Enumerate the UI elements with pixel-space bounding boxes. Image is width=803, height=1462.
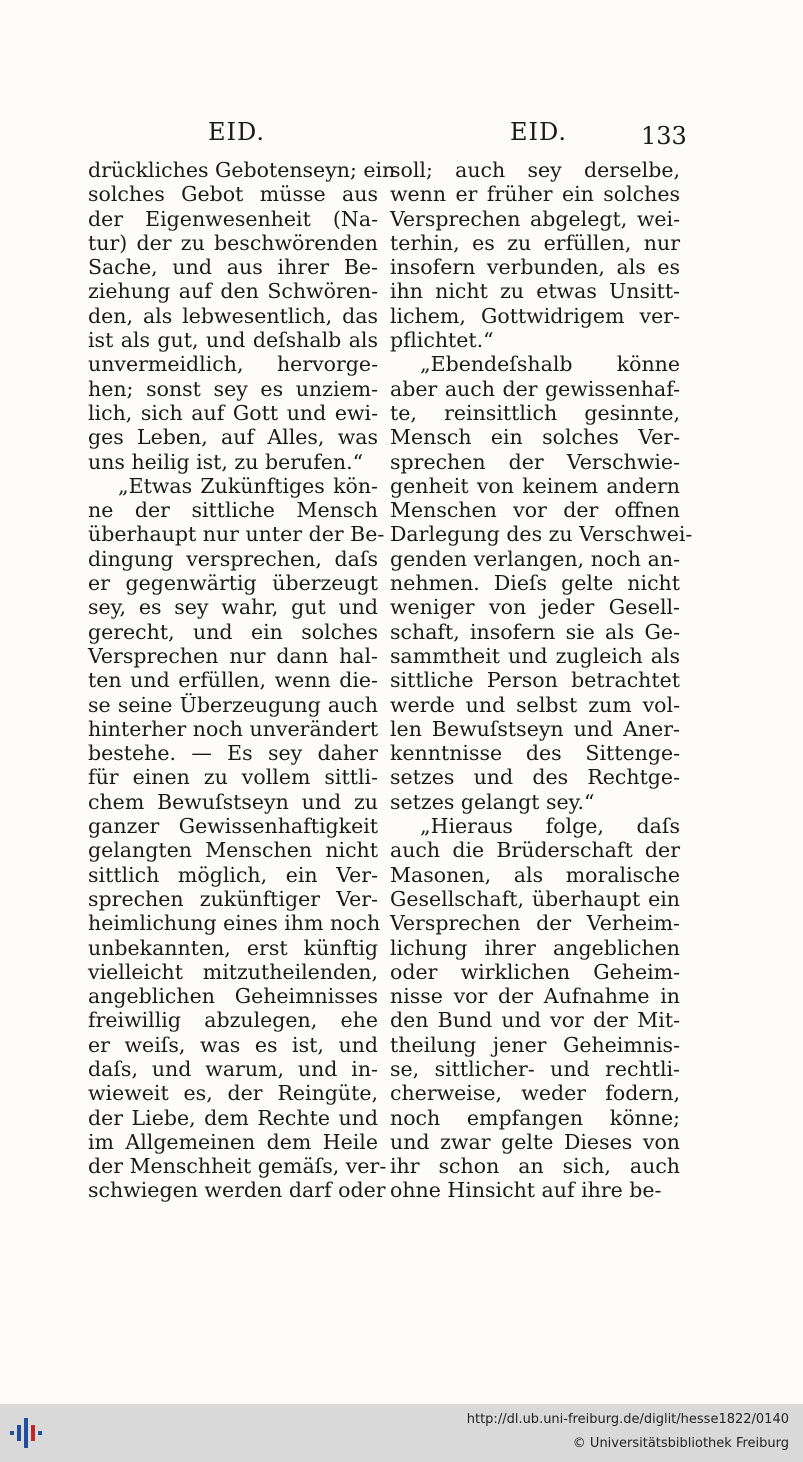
text-line: der Liebe, dem Rechte und	[88, 1105, 378, 1130]
text-line: aber auch der gewissenhaf-	[390, 376, 680, 401]
text-line: weniger von jeder Gesell-	[390, 595, 680, 620]
text-line: Darlegung des zu Verschwei-	[390, 522, 693, 547]
text-line: der Eigenwesenheit (Na-	[88, 206, 378, 231]
text-line: setzes gelangt sey.“	[390, 789, 595, 814]
text-line: gerecht, und ein solches	[88, 619, 378, 644]
text-line: er gegenwärtig überzeugt	[88, 571, 378, 596]
text-line: den Bund und vor der Mit-	[390, 1008, 680, 1033]
text-line: lichem, Gottwidrigem ver-	[390, 303, 680, 328]
page-number: 133	[641, 122, 687, 150]
left-text-column	[88, 158, 396, 1203]
text-line: auch die Brüderschaft der	[390, 838, 680, 863]
text-line: soll; auch sey derselbe,	[390, 158, 680, 182]
left-running-title: EID.	[208, 118, 266, 146]
text-line: gelangten Menschen nicht	[88, 838, 378, 863]
text-line: bestehe. — Es sey daher	[88, 741, 378, 766]
text-line: drückliches Gebotenseyn; ein	[88, 158, 396, 182]
text-line: solches Gebot müsse aus	[88, 182, 378, 207]
text-line: sittliche Person betrachtet	[390, 668, 680, 693]
text-line: schaft, insofern sie als Ge-	[390, 619, 680, 644]
text-line: daſs, und warum, und in-	[88, 1056, 378, 1081]
text-line: terhin, es zu erfüllen, nur	[390, 230, 680, 255]
text-line: unbekannten, erst künftig	[88, 935, 378, 960]
text-line: und zwar gelte Dieses von	[390, 1129, 680, 1154]
text-line: im Allgemeinen dem Heile	[88, 1129, 378, 1154]
text-line: Versprechen nur dann hal-	[88, 643, 378, 668]
text-line: noch empfangen könne;	[390, 1105, 680, 1130]
text-line: Sache, und aus ihrer Be-	[88, 255, 378, 280]
text-line: sprechen zukünftiger Ver-	[88, 886, 378, 911]
text-line: se seine Überzeugung auch	[88, 692, 378, 717]
text-line: wenn er früher ein solches	[390, 182, 680, 207]
text-line: vielleicht mitzutheilenden,	[88, 959, 378, 984]
text-line: werde und selbst zum vol-	[390, 692, 680, 717]
text-line: Versprechen der Verheim-	[390, 911, 680, 936]
text-line: unvermeidlich, hervorge-	[88, 352, 378, 377]
text-line: sey, es sey wahr, gut und	[88, 595, 378, 620]
text-line: insofern verbunden, als es	[390, 255, 680, 280]
text-line: den, als lebwesentlich, das	[88, 303, 378, 328]
text-line: freiwillig abzulegen, ehe	[88, 1008, 378, 1033]
text-line: ihn nicht zu etwas Unsitt-	[390, 279, 680, 304]
text-line: ist als gut, und deſshalb als	[88, 328, 378, 353]
text-line: uns heilig ist, zu berufen.“	[88, 449, 364, 474]
text-line: ne der sittliche Mensch	[88, 498, 378, 523]
text-line: hinterher noch unverändert	[88, 716, 379, 741]
library-logo-icon[interactable]	[10, 1416, 52, 1450]
right-running-title: EID.	[510, 118, 568, 146]
text-line: „Ebendeſshalb könne	[420, 352, 680, 377]
text-line: kenntnisse des Sittenge-	[390, 741, 680, 766]
text-line: ziehung auf den Schwören-	[88, 279, 378, 304]
text-line: te, reinsittlich gesinnte,	[390, 400, 680, 425]
text-line: chem Bewuſstseyn und zu	[88, 789, 378, 814]
text-line: überhaupt nur unter der Be-	[88, 522, 385, 547]
text-line: sprechen der Verschwie-	[390, 449, 680, 474]
text-line: len Bewuſstseyn und Aner-	[390, 716, 680, 741]
text-line: ganzer Gewissenhaftigkeit	[88, 814, 378, 839]
copyright-notice: © Universitätsbibliothek Freiburg	[572, 1436, 789, 1451]
text-line: Masonen, als moralische	[390, 862, 680, 887]
text-line: „Etwas Zukünftiges kön-	[118, 473, 378, 498]
text-line: Mensch ein solches Ver-	[390, 425, 680, 450]
text-line: ges Leben, auf Alles, was	[88, 425, 378, 450]
text-line: sammtheit und zugleich als	[390, 643, 680, 668]
text-line: er weiſs, was es ist, und	[88, 1032, 378, 1057]
text-line: se, sittlicher- und rechtli-	[390, 1056, 680, 1081]
text-line: wieweit es, der Reingüte,	[88, 1081, 378, 1106]
text-line: sittlich möglich, ein Ver-	[88, 862, 378, 887]
text-line: dingung versprechen, daſs	[88, 546, 378, 571]
text-line: ohne Hinsicht auf ihre be-	[390, 1178, 662, 1203]
text-line: cherweise, weder fodern,	[390, 1081, 680, 1106]
text-line: oder wirklichen Geheim-	[390, 959, 680, 984]
text-line: genden verlangen, noch an-	[390, 546, 680, 571]
text-line: für einen zu vollem sittli-	[88, 765, 378, 790]
viewer-footer-bar	[0, 1404, 803, 1462]
document-url-link[interactable]: http://dl.ub.uni-freiburg.de/diglit/hesse1822/0140	[466, 1412, 789, 1427]
text-line: „Hieraus folge, daſs	[420, 814, 680, 839]
text-line: der Menschheit gemäſs, ver-	[88, 1154, 387, 1179]
right-text-column	[390, 158, 693, 1203]
text-line: Gesellschaft, überhaupt ein	[390, 886, 680, 911]
text-line: nisse vor der Aufnahme in	[390, 984, 680, 1009]
text-line: ihr schon an sich, auch	[390, 1154, 680, 1179]
text-line: lich, sich auf Gott und ewi-	[88, 400, 378, 425]
text-line: setzes und des Rechtge-	[390, 765, 680, 790]
text-line: tur) der zu beschwörenden	[88, 230, 378, 255]
text-line: hen; sonst sey es unziem-	[88, 376, 378, 401]
text-line: ten und erfüllen, wenn die-	[88, 668, 378, 693]
text-line: lichung ihrer angeblichen	[390, 935, 680, 960]
text-line: Menschen vor der offnen	[390, 498, 680, 523]
text-line: theilung jener Geheimnis-	[390, 1032, 680, 1057]
text-line: angeblichen Geheimnisses	[88, 984, 378, 1009]
text-line: Versprechen abgelegt, wei-	[390, 206, 680, 231]
text-line: schwiegen werden darf oder	[88, 1178, 386, 1203]
text-line: pflichtet.“	[390, 328, 494, 353]
running-header	[0, 118, 803, 158]
text-line: genheit von keinem andern	[390, 473, 680, 498]
text-line: heimlichung eines ihm noch	[88, 911, 381, 936]
text-line: nehmen. Dieſs gelte nicht	[390, 571, 680, 596]
